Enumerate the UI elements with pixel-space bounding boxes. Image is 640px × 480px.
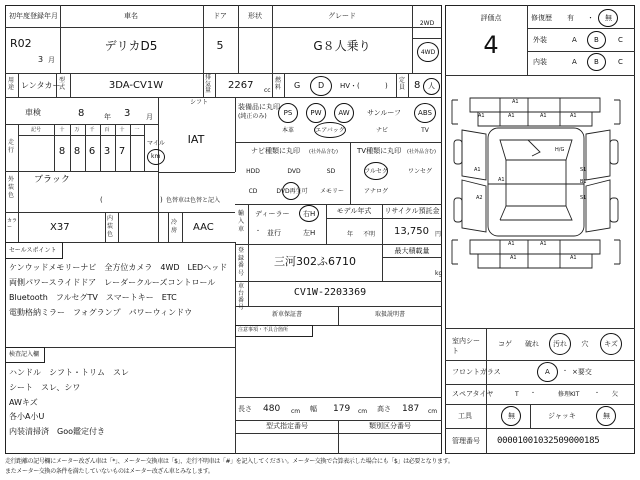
import-sep-2 — [326, 204, 327, 244]
header-col-3 — [238, 5, 239, 73]
diagram-label: A1 — [508, 241, 515, 247]
repair-sep: ・ — [587, 14, 594, 22]
equip-leather: 本革 — [281, 127, 295, 134]
manual-label: 取扱説明書 — [374, 311, 406, 318]
control-label: 管理番号 — [452, 437, 480, 445]
equip-abs-circle — [414, 103, 436, 123]
repair-label: 修復歴 — [531, 14, 552, 22]
diagram-label: A1 — [570, 255, 577, 261]
records-sep — [338, 306, 339, 325]
width-cm: cm — [358, 408, 368, 415]
navi-dvd: DVD — [287, 168, 301, 175]
exterior-bottom — [5, 212, 235, 213]
diagram-label: A1 — [540, 241, 547, 247]
exterior-grade-c: C — [618, 36, 623, 44]
shift-bottom — [158, 172, 235, 173]
mileage-digit-label: 十 — [119, 127, 125, 133]
seat-item: 汚れ — [553, 340, 567, 348]
header-col-4 — [272, 5, 273, 73]
first-reg-value: R02 — [10, 37, 32, 50]
mileage-digit: 8 — [73, 146, 81, 157]
front-glass-x: ×要交 — [572, 368, 592, 376]
control-value: 00001001032509000185 — [497, 436, 600, 446]
usage-value: レンタカー — [21, 81, 61, 90]
drive-2wd: 2WD — [419, 20, 435, 27]
mileage-digit-label: 記号 — [30, 127, 42, 133]
score-label: 評価点 — [480, 14, 502, 22]
repair-yes: 有 — [567, 14, 574, 22]
reg-label: 登録番号 — [238, 247, 245, 277]
tv-title: TV種類に丸印 — [357, 147, 402, 155]
mileage-label: 走行 — [8, 139, 15, 154]
header-col-5 — [412, 5, 413, 73]
model-label: 型式 — [59, 77, 66, 91]
exterior-color-value: ブラック — [34, 175, 70, 185]
inspection-year-unit: 年 — [104, 113, 111, 121]
equip-aw: AW — [338, 109, 350, 117]
inspection-bottom — [5, 124, 158, 125]
width-value: 179 — [333, 404, 351, 414]
color-no-label: カラー — [7, 218, 18, 230]
diagram-label: S1 — [580, 167, 587, 173]
fuel-d-circle — [310, 76, 332, 96]
import-bottom — [235, 244, 442, 245]
chassis-label-sep — [248, 281, 249, 306]
width-label: 幅 — [310, 405, 317, 413]
inspector-line: シート スレ、シワ — [9, 383, 81, 392]
import-right-h: 右H — [303, 210, 316, 218]
mileage-sep-1 — [54, 124, 55, 171]
mile-label: マイル — [147, 140, 165, 147]
recycle-value: 13,750 — [394, 226, 429, 237]
spare-tire-sep: ・ — [530, 390, 537, 397]
diagram-label: A1 — [570, 113, 577, 119]
equip-ps-circle — [278, 103, 298, 123]
first-reg-month: 3 — [38, 55, 44, 64]
capacity-unit: 人 — [428, 82, 435, 90]
sales-point-line: 両側パワースライドドア レーダークルーズコントロール — [9, 278, 216, 287]
exterior-left — [18, 171, 19, 212]
exterior-paren-close: ) — [160, 196, 163, 204]
color-row-sep-2 — [105, 212, 106, 242]
mileage-digit-label: 万 — [74, 127, 80, 133]
type-cert-label: 型式指定番号 — [266, 422, 308, 430]
capacity-label: 定員 — [399, 77, 406, 91]
inspector-label: 検査記入欄 — [9, 351, 40, 358]
cc-unit: cc — [264, 87, 271, 94]
grades-rule-2 — [527, 51, 635, 52]
equip-abs: ABS — [418, 109, 432, 117]
spare-tire-kit: 修理KIT — [558, 391, 580, 398]
mileage-sep-6 — [130, 124, 131, 171]
model-year-unit: 年 — [347, 231, 354, 238]
cond-rule-2 — [445, 384, 635, 385]
sales-point-line: ケンウッドメモリーナビ 全方位カメラ 4WD LEDヘッド — [9, 263, 228, 272]
spare-tire-none: 欠 — [612, 391, 619, 398]
first-reg-month-unit: 月 — [48, 56, 55, 64]
mileage-digit-label: 十 — [59, 127, 65, 133]
header-col-1 — [60, 5, 61, 73]
jack-label: ジャッキ — [548, 412, 576, 420]
exterior-paren-open: ( — [100, 196, 103, 204]
inspector-line: AWキズ — [9, 398, 38, 407]
mileage-sep-7 — [144, 124, 145, 171]
length-cm: cm — [291, 408, 301, 415]
equip-ps: PS — [283, 109, 293, 117]
model-year-unknown: 不明 — [363, 231, 376, 238]
exterior-grade-b-circle — [587, 31, 606, 49]
cert-sep — [338, 420, 339, 454]
seat-label: 室内シート — [452, 337, 480, 355]
seat-scratch-circle — [600, 333, 622, 355]
length-value: 480 — [263, 404, 281, 414]
exterior-grade-label: 外装 — [533, 36, 547, 44]
fuel-label: 燃料 — [275, 77, 282, 91]
footer-line-1: 走行距離の記号欄にメーター改ざん車は「*」、メーター交換車は「$」、走行不明車は「#」を記入してください。メーター交換で合算表示した場合にも「$」は必要となります。 — [5, 458, 454, 465]
height-cm: cm — [428, 408, 438, 415]
inspection-label: 車検 — [25, 108, 41, 117]
cond-top — [445, 328, 635, 329]
import-sep-1 — [248, 204, 249, 244]
inspection-month-unit: 月 — [146, 113, 153, 121]
row2-col-d — [203, 73, 204, 97]
row2-bottom — [5, 97, 442, 98]
equip-bottom — [235, 142, 442, 143]
mileage-left — [18, 124, 19, 171]
sales-point-label: セールスポイント — [9, 247, 57, 254]
header-label-rule — [5, 27, 442, 28]
row2-col-e — [215, 73, 216, 97]
inspector-line: ハンドル シフト・トリム スレ — [9, 368, 129, 377]
navi-sd: SD — [326, 168, 336, 175]
repair-no-circle — [598, 9, 618, 27]
displacement-value: 2267 — [228, 80, 254, 91]
front-glass-a-circle — [537, 362, 558, 382]
warranty-label: 新車保証書 — [271, 311, 303, 318]
front-glass-a: A — [545, 368, 550, 376]
mileage-bottom — [5, 171, 158, 172]
diagram-label: A1 — [540, 113, 547, 119]
drive-4wd: 4WD — [420, 49, 436, 56]
height-label: 高さ — [377, 405, 391, 413]
equip-pw: PW — [310, 109, 322, 117]
tv-oneseg: ワンセグ — [407, 168, 433, 175]
car-name-value: デリカD5 — [104, 39, 158, 53]
equip-pw-circle — [306, 103, 326, 123]
reg-label-sep — [248, 244, 249, 281]
left-lower-right — [235, 242, 236, 454]
mileage-digit-label: 千 — [89, 127, 95, 133]
import-header-rule — [326, 218, 442, 219]
fuel-hv: HV・( — [340, 82, 360, 90]
tools-label: 工具 — [458, 412, 472, 420]
interior-color-label: 内装色 — [107, 215, 114, 238]
tools-sep — [530, 404, 531, 428]
score-sep — [527, 5, 528, 75]
equipment-title: 装備品に丸印 — [238, 103, 280, 111]
mileage-sep-3 — [85, 124, 86, 171]
navi-cd: CD — [248, 188, 258, 195]
grade-value: G８人乗り — [313, 39, 371, 53]
front-glass-label: フロントガラス — [452, 368, 501, 376]
fuel-g: G — [294, 81, 301, 90]
max-load-kg: kg — [435, 270, 443, 277]
height-value: 187 — [402, 404, 420, 414]
sales-point-line: 電動格納ミラー フォグランプ パワーウィンドウ — [9, 308, 193, 317]
mileage-digit: 6 — [88, 146, 96, 157]
reg-sep-2 — [382, 244, 383, 281]
diagram-label: A1 — [478, 113, 485, 119]
color-row-sep-5 — [182, 212, 183, 242]
navi-memory: メモリー — [319, 188, 345, 195]
fuel-close: ) — [385, 82, 388, 90]
caution-label: 注意事項・不具合箇所 — [238, 327, 289, 333]
grades-bottom — [445, 75, 635, 76]
class-label: 類別区分番号 — [369, 422, 411, 430]
cond-rule-3 — [445, 404, 635, 405]
mileage-digit-label: 一 — [134, 127, 140, 133]
door-label: ドア — [213, 12, 227, 20]
tv-title-sub: (社外品含む) — [407, 149, 436, 155]
color-row-sep-1 — [18, 212, 19, 242]
mileage-sep-2 — [70, 124, 71, 171]
capacity-unit-circle — [423, 78, 440, 95]
tools-circle — [501, 406, 521, 426]
reg-maxload-rule — [382, 257, 442, 258]
km-label: km — [151, 153, 161, 160]
spare-tire-label: スペアタイヤ — [452, 390, 494, 398]
equip-airbag-circle — [314, 122, 346, 138]
drive-4wd-circle — [417, 42, 439, 62]
first-reg-label: 初年度登録年月 — [9, 12, 58, 20]
exterior-grade-a: A — [572, 36, 577, 44]
interior-grade-b-circle — [587, 53, 606, 71]
ac-value: AAC — [193, 222, 214, 233]
diagram-label: A1 — [498, 177, 505, 183]
interior-grade-a: A — [572, 58, 577, 66]
inspector-line: 内装清掃済 Goo鑑定付き — [9, 427, 105, 436]
mileage-digit: 3 — [103, 146, 111, 157]
tv-fullseg: フルセグ — [364, 168, 388, 175]
displacement-label: 排気量 — [205, 74, 212, 94]
usage-label: 用途 — [8, 77, 15, 91]
color-row-sep-4 — [168, 212, 169, 242]
tv-fullseg-circle — [364, 162, 388, 180]
jack-value: 無 — [603, 412, 610, 420]
import-dot: ・ — [255, 228, 262, 235]
chassis-label: 車台番号 — [238, 283, 245, 311]
import-right-h-circle — [299, 205, 319, 222]
exterior-note: 色替車は色替と記入 — [166, 197, 221, 204]
capacity-value: 8 — [414, 80, 421, 91]
navi-tv-sep — [350, 142, 351, 204]
grades-rule-1 — [527, 28, 635, 29]
inspection-month: 3 — [124, 108, 131, 119]
equip-aw-circle — [334, 103, 354, 123]
seat-item: コゲ — [498, 340, 512, 348]
mileage-header-rule — [18, 135, 144, 136]
sales-point-line: Bluetooth フルセグTV スマートキー ETC — [9, 293, 177, 302]
mileage-digit: 8 — [58, 146, 66, 157]
interior-grade-b: B — [594, 58, 599, 66]
spare-tire-t: T — [515, 391, 519, 398]
navi-title-sub: (社外品含む) — [309, 149, 338, 155]
diagram-label: B1 — [580, 179, 587, 185]
recycle-label: リサイクル預託金 — [384, 207, 440, 215]
km-circle — [147, 149, 165, 165]
score-value: 4 — [483, 31, 499, 59]
mileage-digit: 7 — [118, 146, 126, 157]
navi-hdd: HDD — [246, 168, 260, 175]
front-glass-sep: ・ — [562, 368, 569, 375]
import-label: 輸入車 — [238, 210, 245, 233]
shape-label: 形状 — [248, 12, 262, 20]
model-value: 3DA-CV1W — [108, 80, 164, 91]
repair-no: 無 — [605, 14, 612, 22]
diagram-label: S1 — [580, 195, 587, 201]
row2-col-c — [70, 73, 71, 97]
seat-item: 穴 — [581, 340, 589, 348]
equip-airbag: エアバック — [315, 127, 345, 134]
dims-top — [235, 397, 442, 398]
fuel-d: D — [318, 81, 325, 90]
mileage-digit-label: 百 — [104, 127, 110, 133]
reg-bottom — [235, 281, 442, 282]
mileage-sep-4 — [100, 124, 101, 171]
tools-value: 無 — [508, 412, 515, 420]
footer-line-2: またメーター交換の条件を満たしていないものはメーター改ざん車とみなします。 — [5, 468, 214, 475]
equipment-subtitle: (純正のみ) — [238, 113, 267, 120]
exterior-grade-b: B — [594, 36, 599, 44]
ac-label: 冷房 — [171, 219, 178, 234]
length-label: 長さ — [238, 405, 252, 413]
equip-sunroof: サンルーフ — [366, 109, 402, 117]
diagram-label: A1 — [510, 255, 517, 261]
shift-value: IAT — [187, 133, 205, 146]
seat-item: キズ — [604, 340, 618, 348]
shift-right — [235, 97, 236, 172]
door-value: 5 — [216, 39, 224, 52]
row2-col-a — [18, 73, 19, 97]
cond-rule-1 — [445, 360, 635, 361]
import-parallel: 並行 — [267, 229, 281, 237]
inspection-year: 8 — [78, 108, 85, 119]
seat-item: 破れ — [525, 340, 539, 348]
import-sep-3 — [382, 204, 383, 244]
diagram-label: A1 — [508, 113, 515, 119]
right-panel-frame — [445, 5, 635, 454]
row2-col-g — [284, 73, 285, 97]
drive-split — [412, 38, 442, 39]
inspector-line: 各小A小U — [9, 412, 45, 421]
diagram-label: A1 — [512, 99, 519, 105]
equip-tv: TV — [421, 127, 429, 134]
exterior-label: 外装色 — [8, 176, 15, 199]
jack-circle — [596, 406, 616, 426]
cond-rule-4 — [445, 428, 635, 429]
grade-label: グレード — [328, 12, 356, 20]
row2-col-i — [408, 73, 409, 97]
color-no-value: X37 — [50, 222, 70, 233]
cert-rule — [235, 433, 442, 434]
left-block-right — [158, 97, 159, 242]
recycle-yen: 円 — [435, 231, 442, 238]
equip-navi: ナビ — [375, 127, 389, 134]
car-name-label: 車名 — [124, 12, 138, 20]
interior-grade-label: 内装 — [533, 58, 547, 66]
reg-value: 三河302ふ6710 — [274, 255, 356, 268]
interior-grade-c: C — [618, 58, 623, 66]
navi-bottom — [235, 204, 442, 205]
diagram-label: H/G — [555, 147, 565, 153]
import-dealer: ディーラー — [255, 210, 290, 218]
tv-analog: アナログ — [363, 188, 389, 195]
shift-label: シフト — [190, 99, 209, 106]
diagram-label: A2 — [476, 195, 483, 201]
navi-memory-circle — [282, 182, 300, 200]
header-col-2 — [203, 5, 204, 73]
row2-col-h — [396, 73, 397, 97]
max-load-label: 最大積載量 — [394, 247, 430, 255]
chassis-value: CV1W-2203369 — [293, 287, 367, 298]
seat-dirt-circle — [549, 333, 571, 355]
navi-dvd-play: DVD再生可 — [276, 188, 308, 195]
spare-tire-sep: ・ — [594, 390, 601, 397]
color-row-sep-3 — [118, 212, 119, 242]
diagram-label: A1 — [474, 167, 481, 173]
import-left-h: 左H — [303, 229, 316, 237]
row2-col-f — [272, 73, 273, 97]
navi-title: ナビ種類に丸印 — [251, 147, 300, 155]
model-year-label: モデル年式 — [336, 207, 372, 215]
mileage-sep-5 — [115, 124, 116, 171]
